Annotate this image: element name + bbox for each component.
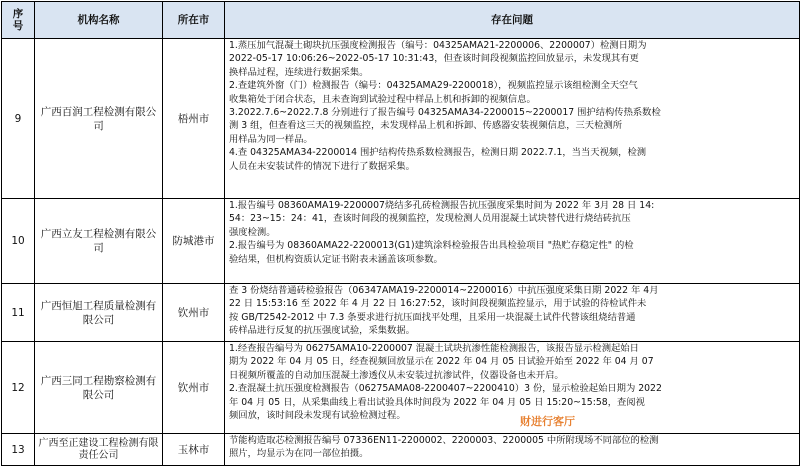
issue-line: 2.查混凝土抗压强度检测报告（06275AMA08-2200407~2200410）3 份，显示检验起始日期为 2022 [229, 383, 662, 395]
row-seq: 12 [2, 342, 35, 434]
issue-line: 强度检测。 [229, 226, 276, 238]
row-seq: 11 [2, 284, 35, 342]
issue-line: 日视频所覆盖的自动加压混凝土渗透仪从未安装过抗渗试件，仪器设备也未开启。 [229, 369, 564, 381]
watermark-logo: 财进行客厅 [520, 415, 575, 428]
row-city: 钦州市 [163, 342, 225, 434]
header-issue: 存在问题 [225, 2, 800, 39]
issue-line: 年 04 月 05 日，从采集曲线上看出试验具体时间段为 2022 年 04 月 05 日 15:20~15:58，查阅视 [229, 396, 645, 408]
row-issue [225, 434, 800, 466]
issue-line: 54：23~15：24：41，查该时间段的视频监控，发现检测人员用混凝土试块替代进行烧结砖抗压 [229, 213, 631, 225]
row-issue [225, 342, 800, 434]
issue-line: 按 GB/T2542-2012 中 7.3 条要求进行抗压面找平处理，且采用一块混凝土试件代替该组烧结普通 [229, 311, 636, 323]
table-row [2, 39, 800, 199]
row-issue [225, 284, 800, 342]
table-row [2, 342, 800, 434]
row-issue [225, 199, 800, 284]
row-city: 防城港市 [163, 199, 225, 284]
header-seq-label: 序号 [12, 8, 24, 32]
issue-line: 砖样品进行反复的抗压强度试验，采集数据。 [229, 325, 415, 337]
issue-line: 人员在未安装试件的情况下进行了数据采集。 [229, 160, 415, 172]
row-city: 钦州市 [163, 284, 225, 342]
row-seq: 13 [2, 434, 35, 466]
problem-table [1, 1, 800, 466]
issue-line: 验结果，但机构资质认定证书附表未涵盖该项参数。 [229, 253, 443, 265]
row-seq: 10 [2, 199, 35, 284]
issue-line: 用样品为同一样品。 [229, 133, 313, 145]
issue-line: 换样品过程，连续进行数据采集。 [229, 66, 369, 78]
header-city: 所在市 [163, 2, 225, 39]
issue-line: 测 3 组，但查看这三天的视频监控，未发现样品上机和拆卸、传感器安装视频信息，三天检测所 [229, 120, 622, 132]
row-org: 广西恒旭工程质量检测有限公司 [35, 284, 163, 342]
row-city: 玉林市 [163, 434, 225, 466]
issue-line: 1.蒸压加气混凝土砌块抗压强度检测报告（编号：04325AMA21-2200006、2200007）检测日期为 [229, 40, 647, 51]
row-org: 广西三同工程勘察检测有限公司 [35, 342, 163, 434]
header-seq [2, 2, 35, 39]
issue-line: 2.查建筑外窗（门）检测报告（编号：04325AMA29-2200018），视频监控显示该组检测全天空气 [229, 80, 638, 92]
row-org: 广西百润工程检测有限公司 [35, 39, 163, 199]
issue-line: 期为 2022 年 04 月 05 日，经查视频回放显示在 2022 年 04 月 05 日试验开始至 2022 年 04 月 07 [229, 356, 654, 368]
issue-line: 查 3 份烧结普通砖检验报告（06347AMA19-2200014~2200016）中抗压强度采集日期 2022 年 4月 [229, 285, 659, 296]
issue-line: 4.查 04325AMA34-2200014 围护结构传热系数检测报告，检测日期 2022.7.1，当当天视频，检测 [229, 147, 647, 159]
issue-line: 照片，均显示为在同一部位拍摄。 [229, 448, 369, 460]
issue-line: 1.报告编号 08360AMA19-2200007烧结多孔砖检测报告抗压强度采集时间为 2022 年 3月 28 日 14: [229, 200, 655, 211]
issue-line: 22 日 15:53:16 至 2022 年 4 月 22 日 16:27:52，该时间段视频监控显示，用于试验的待检试件未 [229, 298, 647, 310]
row-org: 广西立友工程检测有限公司 [35, 199, 163, 284]
row-seq: 9 [2, 39, 35, 199]
table-row [2, 199, 800, 284]
header-org: 机构名称 [35, 2, 163, 39]
issue-line: 2.报告编号为 08360AMA22-2200013(G1)建筑涂料检验报告出具检验项目 "热贮存稳定性" 的检 [229, 240, 634, 252]
row-issue [225, 39, 800, 199]
issue-line: 3.2022.7.6~2022.7.8 分别进行了报告编号 04325AMA34-2200015~2200017 围护结构传热系数检 [229, 107, 661, 119]
row-city: 梧州市 [163, 39, 225, 199]
issue-line: 2022-05-17 10:06:26~2022-05-17 10:31:43，但查该时间段视频监控回放显示，未发现其有更 [229, 53, 639, 65]
issue-line: 频回放，该时间段未发现有试验检测过程。 [229, 410, 406, 422]
issue-line: 节能构造取芯检测报告编号 07336EN11-2200002、2200003、2200005 中所附现场不同部位的检测 [229, 435, 659, 446]
table-row [2, 434, 800, 466]
table-row [2, 284, 800, 342]
header-row [2, 2, 800, 39]
issue-line: 收集箱处于闭合状态，且未查询到试验过程中样品上机和拆卸的视频信息。 [229, 93, 536, 105]
row-org: 广西至正建设工程检测有限责任公司 [35, 434, 163, 466]
issue-line: 1.经查报告编号为 06275AMA10-2200007 混凝土试块抗渗性能检测报告，该报告显示检测起始日 [229, 343, 639, 354]
